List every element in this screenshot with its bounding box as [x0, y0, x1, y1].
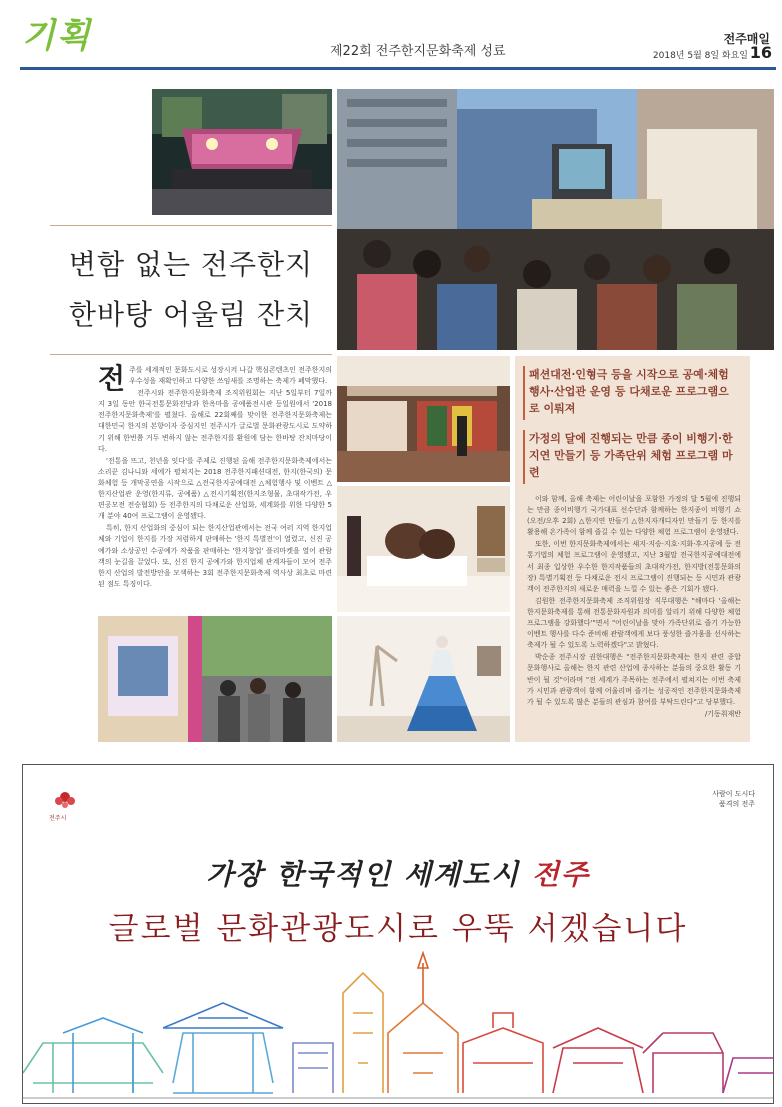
headline-line-2: 한바탕 어울림 잔치	[68, 298, 314, 331]
headline-line-1: 변함 없는 전주한지	[68, 248, 314, 281]
photo-visitors-booth	[98, 616, 332, 742]
issue-date: 2018년 5월 8일 화요일	[652, 51, 748, 61]
sidebar-paragraph: 박순종 전주시장 권한대행은 "전주한지문화축제는 한지 관련 종합 문화행사로 올해는 한지 관련 산업에 종사하는 분들의 중요한 활동 기반이 될 것"이라며 "전 세계가 주목하는 전주에서 펼쳐지는 이번 축제가 시민과 관광객이 함께 어울리며 즐기는 성공적인 전주한지문화축제가 될 수 있도록 많은 분들의 관심과 참여를 부탁드린다"고 당부했다.	[527, 653, 741, 706]
slogan-line-1: 사람이 도시다	[712, 790, 755, 798]
photo-hanji-dress	[337, 616, 510, 742]
article-headline	[50, 225, 332, 355]
sidebar-paragraph: 또한, 이번 한지문화축제에서는 섀지·지승·지호·지화·후지공예 등 전통기법의 체험 프로그램이 운영됐고, 지난 3월말 전국한지공예대전에서 최종 입상한 우수한 한지작품들의 초대작가전, 한지방(전통문화의 장) 특별기획전 등 다채로운 전시 프로그램이 진행되는 등 시민과 관광객이 전주한지의 새로운 매력을 느낄 수 있는 좋은 기회가 됐다.	[527, 540, 741, 593]
page-header-title: 제22회 전주한지문화축제 성료	[330, 44, 506, 59]
article-paragraph: '전통을 뜨고, 천년을 잇다'를 주제로 진행된 올해 전주한지문화축제에서는 소리꾼 김나니와 세에가 펼쳐지는 2018 전주한지패션대전, 한지(한국의) 문화체험 등 개막공연을 시작으로 △전국한지공예대전 △체험행사 및 이벤트 △한지산업관 운영(한지류, 공예품) △전시기획전(한지조형물, 초대작가전, 우편공모전 전승협회) 등 전주한지의 다채로운 산업화, 세계화를 위한 다양한 5개 분야 40여 프로그램이 운영됐다.	[98, 456, 332, 521]
page-number: 16	[749, 43, 772, 62]
sidebar-box	[515, 356, 750, 742]
photo-hanji-shop	[337, 356, 510, 482]
photo-night-stage	[152, 89, 332, 215]
city-skyline-illustration	[23, 923, 774, 1103]
sidebar-accent-bar	[523, 366, 525, 420]
section-logo: 기획	[22, 16, 92, 56]
city-logo	[45, 785, 105, 825]
slogan-line-2: 품격의 전주	[718, 800, 755, 808]
sidebar-paragraph: 이와 함께, 올해 축제는 어린이날을 포함한 가정의 달 5월에 진행되는 만큼 종이비행기 국가대표 선수단과 함께하는 한지종이 비행기 쇼(오전/오후 2회) △한지연 만들기 △한지자개디자인 만들기 등 한지를 활용해 온가족이 함께 즐길 수 있는 다양한 체험 프로그램이 운영됐다.	[527, 495, 741, 537]
sidebar-body	[527, 494, 741, 738]
ad-slogan-line-1: 가장 한국적인 세계도시 전주	[206, 858, 590, 891]
byline: /기동취재반	[704, 709, 741, 718]
city-logo-text: 전주시	[49, 815, 67, 822]
drop-cap: 전	[98, 362, 126, 395]
article-paragraph: 전주를 세계적인 문화도시로 성장시켜 나갈 핵심콘텐츠인 전주한지의 우수성을 재확인하고 다양한 쓰임새를 조명하는 축제가 폐막했다.	[98, 362, 332, 395]
ad-slogan-line-2: 글로벌 문화관광도시로 우뚝 서겠습니다	[108, 911, 688, 947]
article-paragraph: 전주시와 전주한지문화축제 조직위원회는 지난 5일부터 7일까지 3일 동안 한국전통문화전당과 한옥마을 공예품전시관 등일원에서 '2018 전주한지문화축제'를 펼쳤다. 올해로 22회째를 맞이한 전주한지문화축제는 대한민국 한지의 본향이자 중심지인 전주시가 글로벌 문화관광도시로 도약하기 위해 한번쯤 거두 변하지 않는 전주한지를 환원에 담는 한바탕 잔치마당이다.	[98, 389, 332, 453]
photo-sculpture-exhibit	[337, 486, 510, 612]
ad-slogan-emphasis: 전주	[531, 858, 590, 891]
advertisement	[22, 764, 774, 1104]
photo-festival-crowd	[337, 89, 774, 350]
newspaper-name: 전주매일	[723, 32, 770, 46]
sidebar-accent-bar	[523, 430, 525, 484]
sidebar-subhead-2: 가정의 달에 진행되는 만큼 종이 비행기·한지연 만들기 등 가족단위 체험 프로그램 마련	[529, 432, 733, 479]
sidebar-paragraph: 김원한 전주한지문화축제 조직위원장 직무대행은 "해마다 '올해는 한지문화축제를 통해 전통문화자원과 의미를 알리기 위해 다양한 체험 프로그램을 강화했다'"면서 "어린이날을 맞아 가족단위로 즐기 가능한 이벤트 행사를 다수 준비해 관람객에게 보다 풍성한 즐거움을 선사하는 축제가 될 수 있도록 노력하겠다"고 밝혔다.	[527, 596, 741, 650]
page-header	[0, 0, 782, 68]
header-rule	[20, 67, 776, 70]
city-slogan-logo	[712, 789, 755, 809]
article-body	[98, 362, 332, 605]
sidebar-subhead-1: 패션대전·인형극 등을 시작으로 공예·체험행사·산업관 운영 등 다채로운 프로그램으로 이뤄져	[529, 368, 729, 415]
article-paragraph: 특히, 한지 산업화의 중심이 되는 한지산업관에서는 전국 여러 지역 한지업체와 기업이 한지를 가장 저렴하게 판매하는 '한지 특별전'이 열렸고, 신진 공예가와 소상공인 수공예가 작품을 판매하는 '한지창업' 플리마켓을 열어 관람객의 눈길을 끌었다. 또, 신진 한지 공예가와 한지업체 관계자들이 모여 전주한지 산업의 발전방안을 모색하는 3회 전주한지문화축제 역사상 최초로 마련된 점도 특징이다.	[98, 524, 332, 588]
